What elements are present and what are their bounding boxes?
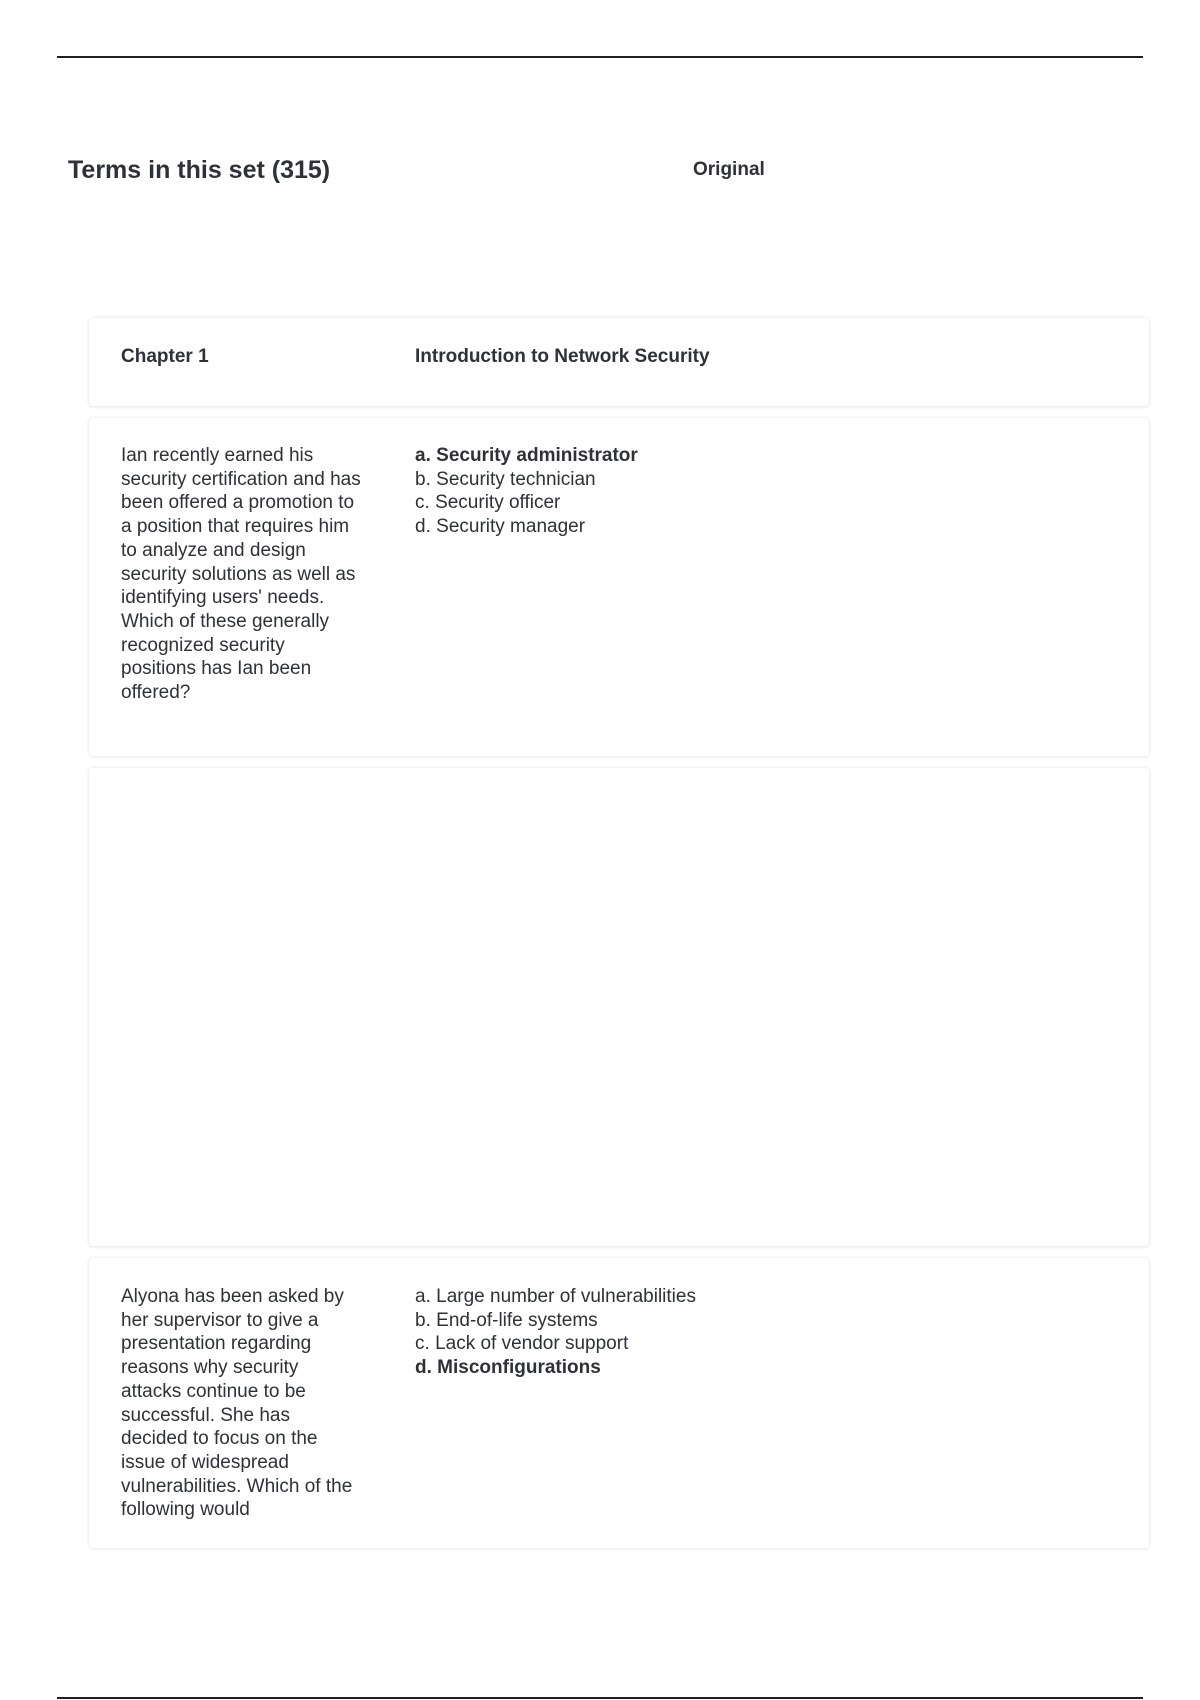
card-definition bbox=[415, 444, 1115, 539]
card-term: Chapter 1 bbox=[121, 346, 209, 367]
set-title: Terms in this set (315) bbox=[68, 156, 331, 184]
answer-option: a. Security administrator bbox=[415, 445, 638, 466]
answer-option: c. Security officer bbox=[415, 492, 561, 514]
answer-option: b. Security technician bbox=[415, 468, 596, 490]
empty-card bbox=[89, 768, 1149, 1246]
term-card bbox=[89, 418, 1149, 756]
term-card bbox=[89, 1258, 1149, 1548]
card-definition bbox=[415, 1285, 1115, 1380]
bottom-rule bbox=[57, 1697, 1143, 1699]
answer-option: b. End-of-life systems bbox=[415, 1309, 598, 1331]
answer-option: a. Large number of vulnerabilities bbox=[415, 1286, 696, 1307]
chapter-card bbox=[89, 318, 1149, 406]
card-term: Ian recently earned his security certification and has been offered a promotion to a position that requires him to analyze and design security solutions as well as identifying users' needs. Which of these generally recognized security positions has Ian been offered? bbox=[121, 445, 361, 704]
answer-option: c. Lack of vendor support bbox=[415, 1333, 629, 1355]
view-mode-toggle[interactable]: Original bbox=[693, 159, 765, 180]
answer-option: d. Security manager bbox=[415, 516, 586, 538]
card-definition: Introduction to Network Security bbox=[415, 346, 710, 367]
top-rule bbox=[57, 56, 1143, 58]
card-term: Alyona has been asked by her supervisor to give a presentation regarding reasons why security attacks continue to be successful. She has decided to focus on the issue of widespread vulnerabilities. Which of the following would bbox=[121, 1286, 353, 1521]
answer-option: d. Misconfigurations bbox=[415, 1357, 601, 1379]
